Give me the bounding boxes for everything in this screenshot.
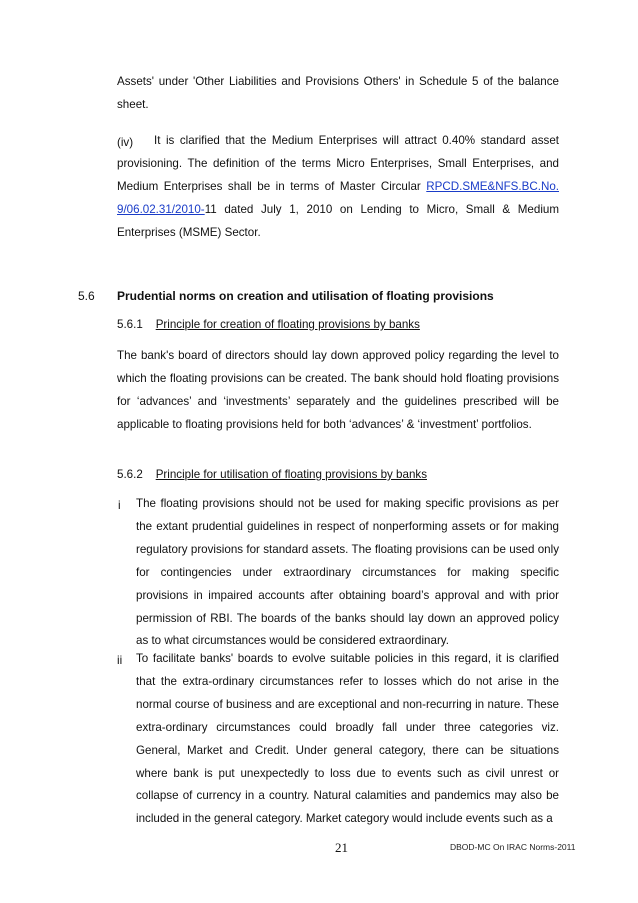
subsection-5-6-1-title: Principle for creation of floating provisions by banks xyxy=(155,318,420,331)
subsection-5-6-1-heading xyxy=(117,315,420,335)
footer-reference: DBOD-MC On IRAC Norms-2011 xyxy=(450,842,576,852)
subsection-5-6-1-body: The bank's board of directors should lay down approved policy regarding the level to which the floating provisions can be created. The bank should hold floating provisions for ‘advances’ and ‘investments’ separately and the guidelines prescribed will be applicable to floating provisions held for both ‘advances’ & ‘investment’ portfolios. xyxy=(117,349,559,431)
clause-iv-marker: (iv) xyxy=(117,136,134,149)
item-ii-marker: ii xyxy=(117,654,123,667)
subsection-5-6-1-number: 5.6.1 xyxy=(117,318,143,331)
clause-iv-paragraph xyxy=(117,130,559,245)
item-ii-text: To facilitate banks' boards to evolve suitable policies in this regard, it is clarified that the extra-ordinary circumstances refer to losses which do not arise in the normal course of business and are exceptional and non-recurring in nature. These extra-ordinary circumstances could broadly fall under three categories viz. General, Market and Credit. Under general category, there can be situations where bank is put unexpectedly to loss due to events such as civil unrest or collapse of currency in a country. Natural calamities and pandemics may also be included in the general category. Market category would include events such as a xyxy=(136,652,559,826)
subsection-5-6-2-heading xyxy=(117,465,427,485)
section-number: 5.6 xyxy=(78,289,95,303)
clause-iv-text-after: 11 dated July 1, 2010 on Lending to Micro, Small & Medium Enterprises (MSME) Sector. xyxy=(117,202,559,239)
section-title: Prudential norms on creation and utilisation of floating provisions xyxy=(117,289,494,303)
intro-paragraph: Assets' under 'Other Liabilities and Provisions Others' in Schedule 5 of the balance sheet. xyxy=(117,75,559,111)
item-i-text: The floating provisions should not be used for making specific provisions as per the extant prudential guidelines in respect of nonperforming assets or for making regulatory provisions for standard assets. The floating provisions can be used only for contingencies under extraordinary circumstances for making specific provisions in impaired accounts after obtaining board’s approval and with prior permission of RBI. The boards of the banks should lay down an approved policy as to what circumstances would be considered extraordinary. xyxy=(136,497,559,648)
subsection-5-6-2-number: 5.6.2 xyxy=(117,468,143,481)
subsection-5-6-2-title: Principle for utilisation of floating provisions by banks xyxy=(155,468,427,481)
page-number: 21 xyxy=(335,840,348,855)
clause-iv-text-before: It is clarified that the Medium Enterprises will attract 0.40% standard asset provisioning. The definition of the terms Micro Enterprises, Small Enterprises, and Medium Enterprises shall be in terms of Master Circular xyxy=(117,134,559,193)
circular-link[interactable]: RPCD.SME&NFS.BC.No. 9/06.02.31/2010- xyxy=(117,179,559,216)
item-i-marker: i xyxy=(118,499,121,512)
